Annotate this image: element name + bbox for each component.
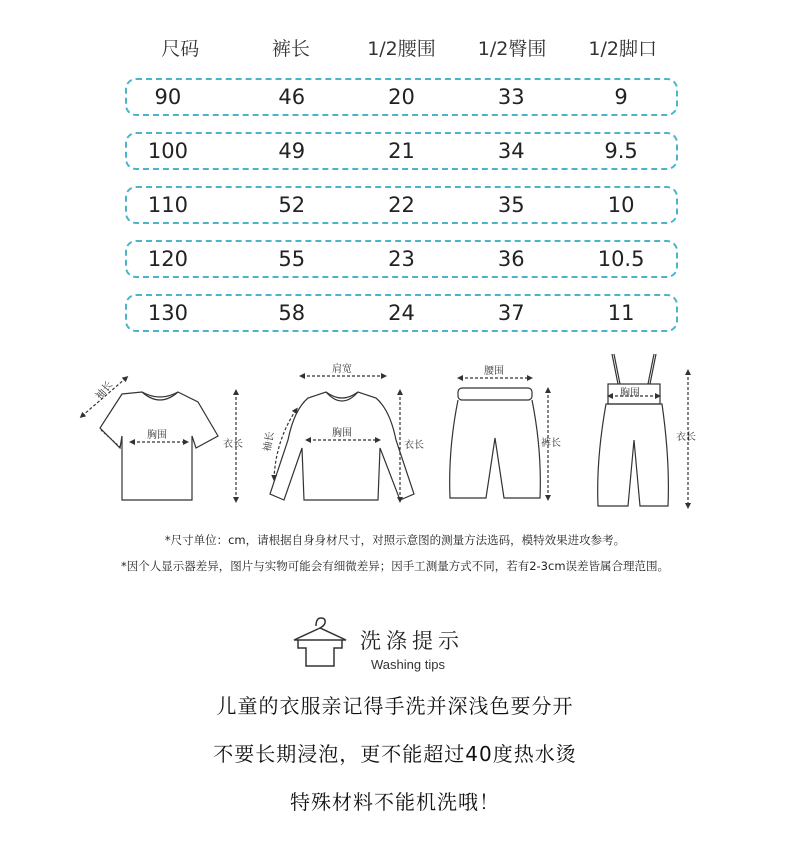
pants-length-cell: 46 [278, 85, 306, 109]
washing-line-3: 特殊材料不能机洗哦！ [290, 790, 500, 814]
hem-cell: 11 [607, 301, 635, 325]
washing-subtitle: Washing tips [371, 657, 445, 672]
hip-cell: 36 [497, 247, 525, 271]
hem-cell: 9 [614, 85, 628, 109]
hip-cell: 35 [497, 193, 525, 217]
sweater-sleeve-label: 袖长 [262, 430, 277, 453]
hem-cell: 10.5 [597, 247, 645, 271]
washing-line-2: 不要长期浸泡，更不能超过40度热水烫 [213, 742, 577, 766]
size-row [125, 132, 678, 170]
size-table-header [125, 34, 678, 61]
tshirt-length-label: 衣长 [223, 439, 243, 450]
overalls-diagram [598, 354, 688, 506]
sweater-chest-label: 胸围 [332, 428, 352, 439]
size-row [125, 78, 678, 116]
size-row [125, 186, 678, 224]
tshirt-sleeve-label: 袖长 [93, 379, 116, 402]
washing-title: 洗涤提示 [360, 629, 464, 653]
pants-length-cell: 58 [278, 301, 306, 325]
size-cell: 110 [147, 193, 188, 217]
hip-cell: 37 [497, 301, 525, 325]
shorts-diagram [450, 378, 548, 498]
pants-length-cell: 52 [278, 193, 306, 217]
header-size: 尺码 [161, 38, 200, 60]
header-pants-length: 裤长 [271, 38, 310, 60]
size-cell: 100 [147, 139, 188, 163]
shorts-length-label: 裤长 [541, 438, 561, 449]
size-note-2: *因个人显示器差异，图片与实物可能会有细微差异；因手工测量方式不同，若有2-3cm误差皆属合理范围。 [120, 559, 670, 573]
waist-cell: 24 [388, 301, 415, 325]
waist-cell: 20 [388, 85, 415, 109]
size-cell: 120 [147, 247, 188, 271]
overalls-length-label: 衣长 [676, 432, 696, 443]
sweater-shoulder-label: 肩宽 [332, 364, 352, 375]
waist-cell: 23 [388, 247, 415, 271]
measurement-diagrams [0, 340, 790, 515]
size-row [125, 294, 678, 332]
pants-length-cell: 49 [278, 139, 306, 163]
header-half-hip: 1/2臀围 [477, 38, 547, 60]
waist-cell: 21 [388, 139, 415, 163]
hip-cell: 34 [497, 139, 525, 163]
tshirt-chest-label: 胸围 [147, 430, 167, 441]
waist-cell: 22 [388, 193, 415, 217]
size-cell: 130 [147, 301, 188, 325]
hem-cell: 9.5 [604, 139, 638, 163]
washing-line-1: 儿童的衣服亲记得手洗并深浅色要分开 [216, 694, 574, 718]
header-half-hem: 1/2脚口 [588, 38, 657, 60]
pants-length-cell: 55 [278, 247, 306, 271]
size-note-1: *尺寸单位：cm，请根据自身身材尺寸，对照示意图的测量方法选码，模特效果进攻参考。 [164, 533, 626, 547]
size-cell: 90 [154, 85, 182, 109]
shorts-waist-label: 腰围 [484, 366, 504, 377]
header-half-waist: 1/2腰围 [367, 38, 436, 60]
hem-cell: 10 [607, 193, 635, 217]
overalls-chest-label: 胸围 [620, 388, 640, 399]
sweater-length-label: 衣长 [404, 440, 424, 451]
size-row [125, 240, 678, 278]
hanger-shirt-icon [290, 614, 350, 670]
hip-cell: 33 [497, 85, 525, 109]
